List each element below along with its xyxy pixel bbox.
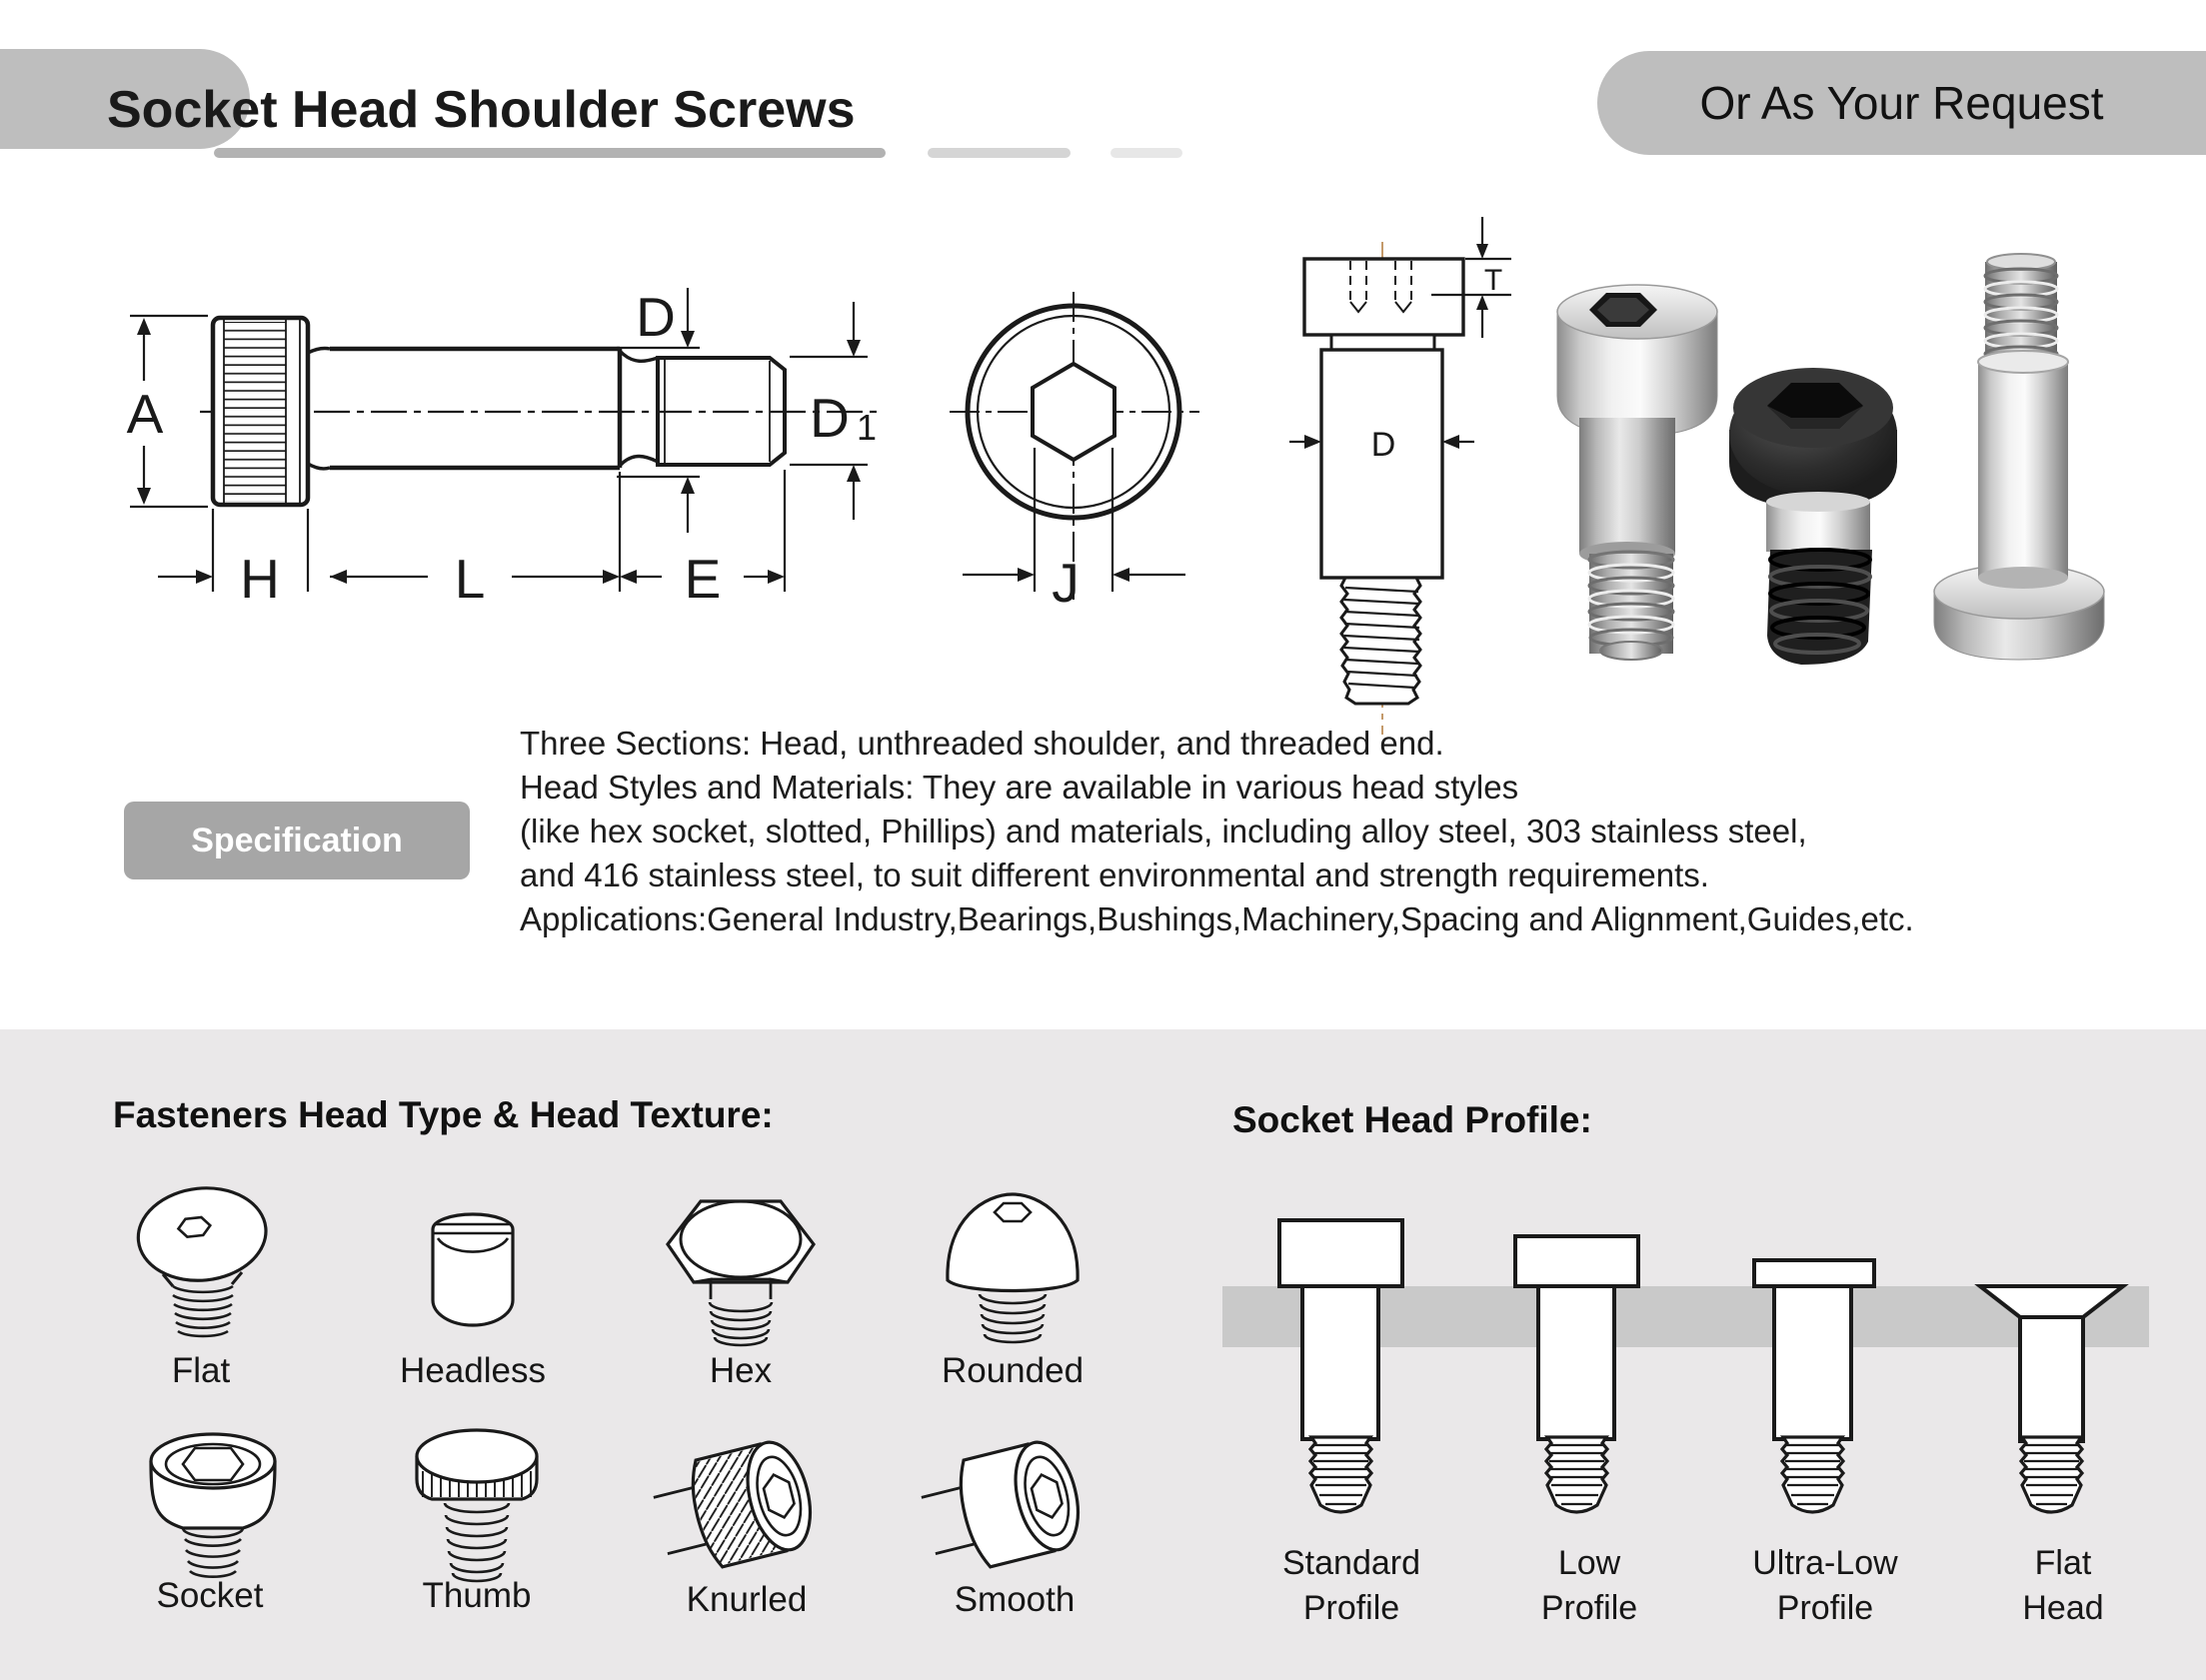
icon-label: Hex [709, 1351, 773, 1390]
spec-line: Applications:General Industry,Bearings,Bushings,Machinery,Spacing and Alignment,Guides,etc. [520, 900, 1914, 937]
specification-text [520, 722, 2019, 941]
head-front [1304, 259, 1463, 335]
flat-head-icon [118, 1182, 288, 1342]
profile-label: Flat Head [2022, 1544, 2104, 1627]
technical-drawing-front-view [1269, 235, 1529, 745]
photo-inverted-screw [1934, 254, 2104, 660]
screw-head-side [213, 318, 308, 505]
profile-low [1515, 1236, 1638, 1512]
icon-label: Rounded [941, 1351, 1085, 1390]
title-underline-segment [1110, 148, 1182, 158]
icon-label: Knurled [686, 1580, 808, 1619]
thread-front [1341, 578, 1420, 704]
hex-head-icon [656, 1184, 826, 1344]
icon-label: Smooth [954, 1580, 1076, 1619]
smooth-texture-icon [930, 1423, 1100, 1583]
socket-head-profile-diagram [1199, 1194, 2206, 1534]
spec-line: (like hex socket, slotted, Phillips) and materials, including alloy steel, 303 stainless steel, [520, 813, 1807, 849]
head-types-title: Fasteners Head Type & Head Texture: [113, 1094, 774, 1135]
svg-text:A: A [126, 383, 164, 445]
dim-E [620, 470, 785, 610]
shoulder-front [1321, 350, 1442, 578]
dim-D-front [1289, 426, 1474, 464]
svg-text:D: D [810, 387, 850, 449]
profile-standard [1279, 1220, 1402, 1512]
profile-label: Ultra-Low Profile [1752, 1544, 1898, 1627]
knurled-texture-icon [662, 1423, 832, 1583]
product-photos [1539, 250, 2159, 730]
profile-label: Low Profile [1540, 1544, 1638, 1627]
svg-text:H: H [240, 548, 280, 610]
dim-A [127, 316, 208, 507]
spec-line: Three Sections: Head, unthreaded shoulder, and threaded end. [520, 725, 1444, 762]
rounded-head-icon [928, 1184, 1098, 1344]
svg-text:E: E [684, 548, 722, 610]
head-flange [1331, 335, 1434, 350]
page-title: Socket Head Shoulder Screws [107, 81, 856, 139]
icon-label: Socket [156, 1576, 264, 1615]
spec-line: and 416 stainless steel, to suit different environmental and strength requirements. [520, 856, 1709, 893]
icon-label: Thumb [422, 1576, 532, 1615]
svg-text:J: J [1052, 552, 1080, 614]
svg-text:D: D [636, 286, 676, 348]
profile-label: Standard Profile [1282, 1544, 1420, 1627]
headless-icon [388, 1182, 558, 1342]
socket-head-icon [128, 1423, 298, 1583]
title-underline-segment [928, 148, 1071, 158]
icon-label: Headless [400, 1351, 546, 1390]
svg-text:T: T [1483, 264, 1503, 297]
photo-steel-screw [1557, 285, 1717, 660]
svg-text:D: D [1370, 426, 1396, 464]
photo-black-screw [1729, 368, 1897, 665]
technical-drawing-side-view [95, 250, 905, 650]
request-badge: Or As Your Request [1597, 51, 2206, 155]
thumb-head-icon [392, 1423, 562, 1583]
screw-shoulder-side [308, 349, 658, 469]
svg-text:1: 1 [857, 407, 878, 448]
profiles-title: Socket Head Profile: [1232, 1099, 1592, 1140]
title-underline-segment [214, 148, 886, 158]
technical-drawing-top-view [940, 280, 1219, 614]
dim-L [330, 548, 620, 610]
svg-text:L: L [454, 548, 486, 610]
specification-label: Specification [124, 802, 470, 879]
icon-label: Flat [171, 1351, 231, 1390]
spec-line: Head Styles and Materials: They are available in various head styles [520, 769, 1519, 806]
dim-H [158, 509, 308, 610]
